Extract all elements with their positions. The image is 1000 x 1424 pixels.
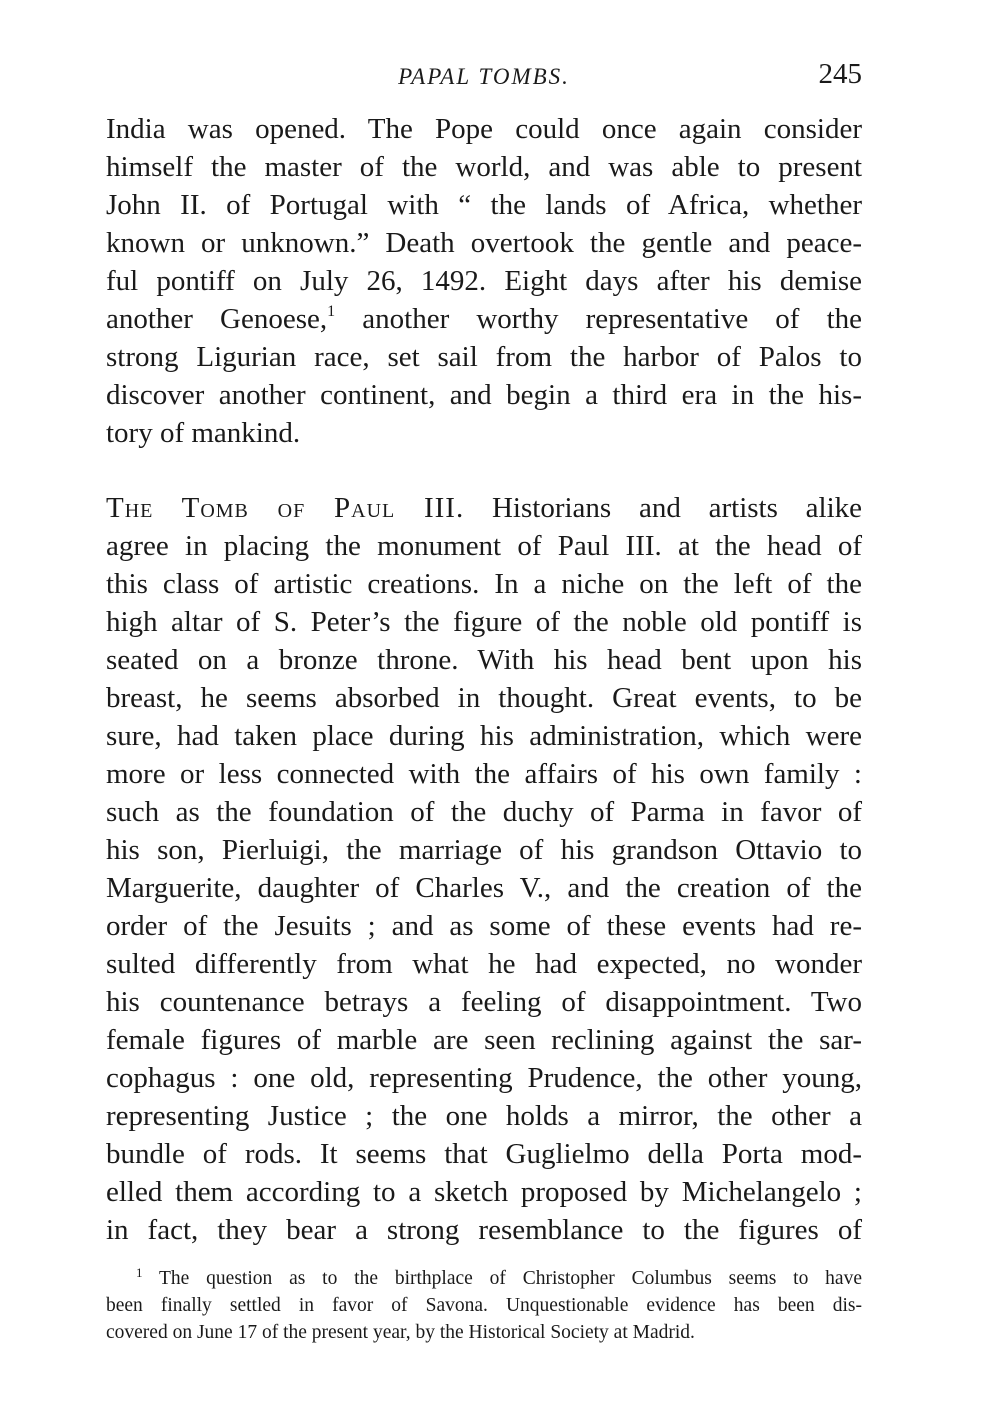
text-line: himself the master of the world, and was able to present [106,151,862,183]
text-line: his countenance betrays a feeling of disappointment. Two [106,986,862,1018]
text-line: female figures of marble are seen reclining against the sar- [106,1024,862,1056]
text-line: known or unknown.” Death overtook the gentle and peace- [106,227,862,259]
footnote-marker: 1 [136,1265,143,1280]
text-line: his son, Pierluigi, the marriage of his grandson Ottavio to [106,834,862,866]
text-line: such as the foundation of the duchy of Parma in favor of [106,796,862,828]
text-line: seated on a bronze throne. With his head bent upon his [106,644,862,676]
text-line: cophagus : one old, representing Prudence, the other young, [106,1062,862,1094]
text-line: sulted differently from what he had expected, no wonder [106,948,862,980]
text-line: tory of mankind. [106,417,301,449]
text-line: representing Justice ; the one holds a mirror, the other a [106,1100,862,1132]
footnote-reference: 1 [327,303,336,320]
text-line: India was opened. The Pope could once again consider [106,113,862,145]
text-line: discover another continent, and begin a third era in the his- [106,379,862,411]
text-fragment: Historians and artists alike [491,492,862,524]
text-line: elled them according to a sketch proposed by Michelangelo ; [106,1176,862,1208]
text-line: John II. of Portugal with “ the lands of Africa, whether [106,189,862,221]
footnote-line: covered on June 17 of the present year, by the Historical Society at Madrid. [106,1322,695,1343]
text-line-with-heading [106,491,862,525]
running-title: PAPAL TOMBS. [398,64,570,89]
footnote-line: been finally settled in favor of Savona. Unquestionable evidence has been dis- [106,1295,862,1316]
footnote-line [136,1267,862,1291]
text-line-with-footnote-ref [106,302,862,336]
text-line: order of the Jesuits ; and as some of these events had re- [106,910,862,942]
text-line: breast, he seems absorbed in thought. Great events, to be [106,682,862,714]
running-head [106,58,862,92]
page-number: 245 [818,58,862,90]
text-line: more or less connected with the affairs of his own family : [106,758,862,790]
text-line: high altar of S. Peter’s the figure of the noble old pontiff is [106,606,862,638]
text-fragment: another Genoese, [106,303,328,335]
text-fragment: The question as to the birthplace of Christopher Columbus seems to have [159,1268,862,1289]
text-line: in fact, they bear a strong resemblance to the figures of [106,1214,862,1246]
text-fragment: another worthy representative of the [362,303,862,335]
text-line: ful pontiff on July 26, 1492. Eight days after his demise [106,265,862,297]
text-line: bundle of rods. It seems that Guglielmo della Porta mod- [106,1138,862,1170]
text-line: strong Ligurian race, set sail from the harbor of Palos to [106,341,862,373]
text-line: this class of artistic creations. In a niche on the left of the [106,568,862,600]
text-line: sure, had taken place during his administration, which were [106,720,862,752]
section-heading: The Tomb of Paul III. [106,492,465,524]
text-line: agree in placing the monument of Paul III. at the head of [106,530,862,562]
text-line: Marguerite, daughter of Charles V., and the creation of the [106,872,862,904]
